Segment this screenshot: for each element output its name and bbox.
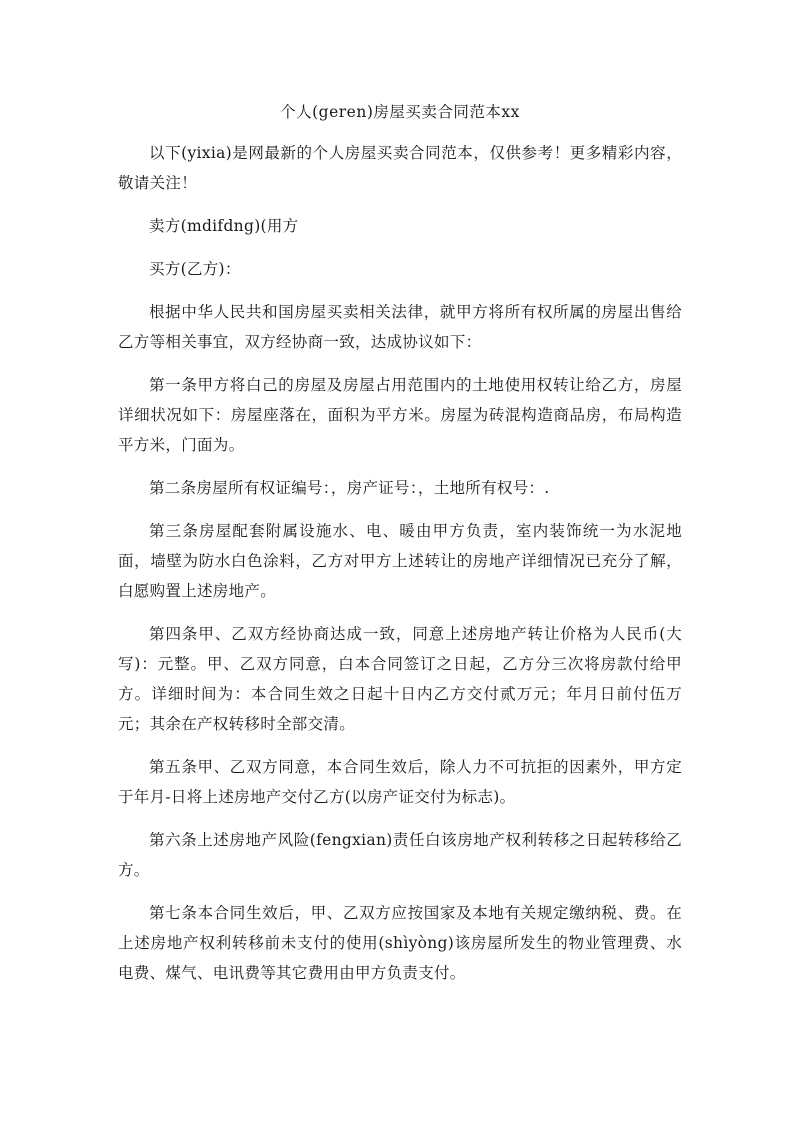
paragraph-article-4: 第四条甲、乙双方经协商达成一致，同意上述房地产转让价格为人民币(大写)：元整。甲、乙双方同意，白本合同签订之日起，乙方分三次将房款付给甲方。详细时间为：本合同生效之日起十日内乙方交付贰万元；年月日前付伍万元；其余在产权转移时全部交清。 (118, 625, 682, 733)
paragraph-article-3: 第三条房屋配套附属设施水、电、暖由甲方负责，室内装饰统一为水泥地面，墙壁为防水白色涂料，乙方对甲方上述转让的房地产详细情况已充分了解，白愿购置上述房地产。 (118, 522, 682, 600)
paragraph-article-6: 第六条上述房地产风险(fengxian)责任白该房地产权利转移之日起转移给乙方。 (118, 831, 682, 879)
paragraph-article-1: 第一条甲方将白己的房屋及房屋占用范围内的土地使用权转让给乙方，房屋详细状况如下：房屋座落在，面积为平方米。房屋为砖混构造商品房，布局构造平方米，门面为。 (118, 376, 682, 454)
paragraph-preamble: 根据中华人民共和国房屋买卖相关法律，就甲方将所有权所属的房屋出售给乙方等相关事宜，双方经协商一致，达成协议如下： (118, 303, 682, 351)
document-title: 个人(geren)房屋买卖合同范本xx (280, 103, 520, 121)
paragraph-article-5: 第五条甲、乙双方同意，本合同生效后，除人力不可抗拒的因素外，甲方定于年月-日将上述房地产交付乙方(以房产证交付为标志)。 (118, 758, 682, 806)
paragraph-seller: 卖方(mdifdng)(用方 (149, 217, 299, 235)
paragraph-article-2: 第二条房屋所有权证编号：，房产证号：，土地所有权号：. (149, 479, 550, 497)
paragraph-buyer: 买方(乙方)： (149, 260, 241, 278)
paragraph-intro: 以下(yixia)是网最新的个人房屋买卖合同范本，仅供参考！更多精彩内容，敬请关注！ (118, 144, 682, 192)
paragraph-article-7: 第七条本合同生效后，甲、乙双方应按国家及本地有关规定缴纳税、费。在上述房地产权利转移前未支付的使用(shìyòng)该房屋所发生的物业管理费、水电费、煤气、电讯费等其它费用由甲方负责支付。 (118, 904, 682, 982)
